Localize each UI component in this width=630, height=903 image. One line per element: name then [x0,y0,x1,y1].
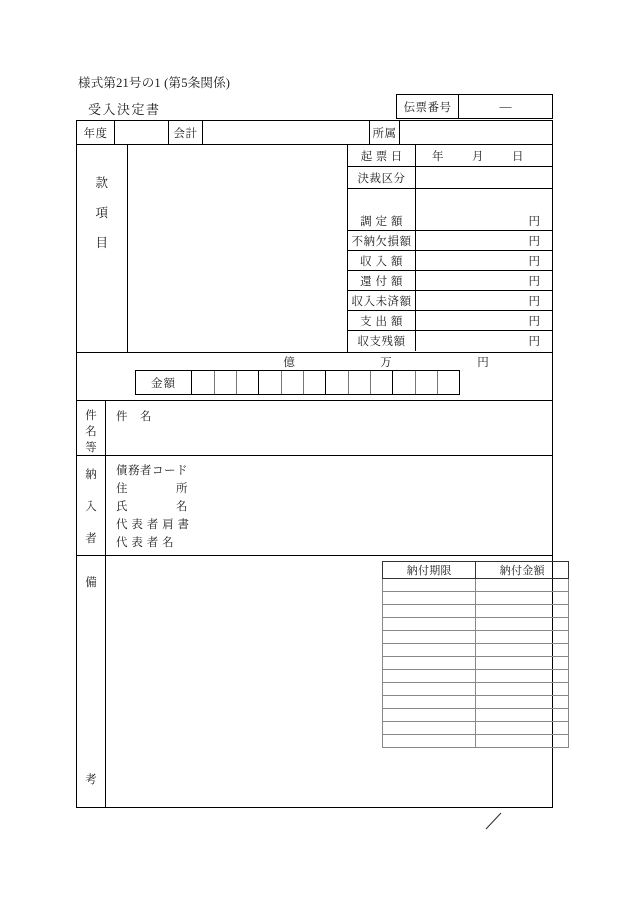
table-row [383,722,569,735]
cell-amount[interactable] [476,579,569,592]
amount-row [348,251,552,271]
digit-cell[interactable] [303,371,325,394]
spacer-label [348,189,416,211]
cell-amount[interactable] [476,644,569,657]
subject-side-label-3: 等 [85,442,97,454]
unit-oku: 億 [283,357,295,369]
amount-digit-groups [192,371,459,394]
cell-due-date[interactable] [383,735,476,748]
cell-amount[interactable] [476,696,569,709]
digit-cell[interactable] [281,371,303,394]
digit-cell[interactable] [326,371,348,394]
spacer-value [416,189,552,211]
cell-amount[interactable] [476,722,569,735]
digit-cell[interactable] [214,371,236,394]
affiliation-label: 所属 [370,121,400,144]
payer-field-label: 代 表 者 肩 書 [116,519,190,531]
cell-due-date[interactable] [383,657,476,670]
digit-group [325,371,392,394]
cell-amount[interactable] [476,683,569,696]
entry-date-month: 月 [472,150,484,163]
payer-field-label: 氏 名 [116,501,188,513]
payer-side-label-1: 納 [85,469,97,481]
account-field[interactable] [203,121,370,144]
remarks-side-label-2: 考 [85,774,97,786]
amount-row-label: 支 出 額 [348,311,416,330]
digit-group [392,371,459,394]
classification-label-kan: 款 [95,176,109,190]
entry-date-year: 年 [432,150,444,163]
unit-en: 円 [477,357,489,369]
remarks-side-label [77,556,106,807]
cell-amount[interactable] [476,592,569,605]
entry-date-row [348,145,552,167]
cell-due-date[interactable] [383,670,476,683]
remarks-body[interactable] [106,556,552,807]
amount-rows [348,211,552,351]
table-row [383,735,569,748]
cell-due-date[interactable] [383,605,476,618]
fiscal-year-field[interactable] [115,121,169,144]
digit-cell[interactable] [348,371,370,394]
column-header-amount: 納付金額 [476,562,569,579]
amount-row-value[interactable]: 円 [528,235,540,248]
amount-row-value[interactable]: 円 [528,336,540,348]
account-label: 会計 [169,121,203,144]
subject-band [77,401,552,456]
payer-field-label: 代 表 者 名 [116,537,175,549]
amount-row-value[interactable]: 円 [528,215,540,228]
diagonal-stroke-icon [484,811,504,831]
digit-cell[interactable] [370,371,392,394]
payer-field-label: 住 所 [116,483,188,495]
amount-row-label: 還 付 額 [348,271,416,290]
slip-number-value[interactable]: — [499,99,512,113]
classification-field[interactable] [128,145,348,352]
digit-cell[interactable] [437,371,459,394]
entry-date-field[interactable] [416,145,552,166]
subject-side-label [77,401,106,455]
amount-row [348,271,552,291]
digit-group [192,371,258,394]
payer-side-label-3: 者 [85,533,97,545]
classification-band [77,145,552,353]
table-row [383,683,569,696]
classification-label-moku: 目 [95,236,109,250]
amount-row-value[interactable]: 円 [528,255,540,268]
column-header-due-date: 納付期限 [383,562,476,579]
cell-amount[interactable] [476,605,569,618]
amount-grid-band [77,353,552,401]
amount-row-value[interactable]: 円 [528,275,540,288]
amount-grid-units [77,354,552,368]
table-row [383,631,569,644]
fiscal-year-label: 年度 [77,121,115,144]
digit-cell[interactable] [259,371,281,394]
table-row [383,709,569,722]
amount-row-label: 収 入 額 [348,251,416,270]
table-row [383,657,569,670]
cell-amount[interactable] [476,631,569,644]
amount-row-value[interactable]: 円 [528,295,540,308]
cell-due-date[interactable] [383,592,476,605]
table-row [383,592,569,605]
digit-cell[interactable] [192,371,214,394]
slip-number-label: 伝票番号 [397,95,459,118]
amount-row-label: 収支残額 [348,331,416,351]
remarks-band [77,556,552,807]
cell-due-date[interactable] [383,631,476,644]
entry-amount-block [348,145,552,352]
page-title: 受入決定書 [88,102,161,117]
amount-row [348,311,552,331]
payment-schedule-header-row [383,562,569,579]
amount-row-label: 調 定 額 [348,211,416,230]
affiliation-field[interactable] [400,121,552,144]
remarks-side-label-1: 備 [85,577,97,589]
amount-row [348,231,552,251]
classification-labels [77,145,128,352]
amount-grid-label: 金額 [136,371,192,394]
unit-man: 万 [380,357,392,369]
digit-group [258,371,325,394]
amount-grid [135,370,460,395]
cell-amount[interactable] [476,618,569,631]
table-row [383,644,569,657]
cell-amount[interactable] [476,709,569,722]
payer-side-label [77,456,106,555]
payer-side-label-2: 入 [85,501,97,513]
amount-row-value[interactable]: 円 [528,315,540,328]
entry-date-day: 日 [512,150,524,163]
payer-body [106,456,552,555]
subject-body [106,401,552,455]
approval-label: 決裁区分 [348,167,416,188]
slip-number-box [396,94,553,119]
table-row [383,605,569,618]
header-row [77,121,552,145]
subject-side-label-2: 名 [85,426,97,438]
cell-due-date[interactable] [383,683,476,696]
table-row [383,696,569,709]
table-row [383,579,569,592]
cell-amount[interactable] [476,735,569,748]
cell-due-date[interactable] [383,579,476,592]
cell-due-date[interactable] [383,722,476,735]
amount-row [348,211,552,231]
form-frame [76,120,553,808]
cell-due-date[interactable] [383,709,476,722]
subject-side-label-1: 件 [85,410,97,422]
spacer-row [348,189,552,211]
form-number: 様式第21号の1 (第5条関係) [78,76,231,90]
approval-row [348,167,552,189]
cell-due-date[interactable] [383,696,476,709]
payer-band [77,456,552,556]
classification-label-ko: 項 [95,206,109,220]
table-row [383,670,569,683]
amount-row [348,291,552,311]
cell-amount[interactable] [476,657,569,670]
digit-cell[interactable] [393,371,415,394]
table-row [383,618,569,631]
digit-cell[interactable] [415,371,437,394]
cell-due-date[interactable] [383,618,476,631]
payer-field-label: 債務者コード [116,465,188,477]
amount-row-label: 収入未済額 [348,291,416,310]
entry-date-label: 起票日 [348,145,416,166]
amount-row [348,331,552,351]
subject-field-label: 件 名 [116,411,152,423]
payment-schedule-table [382,561,569,748]
cell-amount[interactable] [476,670,569,683]
approval-field[interactable] [416,167,552,188]
digit-cell[interactable] [236,371,258,394]
amount-row-label: 不納欠損額 [348,231,416,250]
cell-due-date[interactable] [383,644,476,657]
